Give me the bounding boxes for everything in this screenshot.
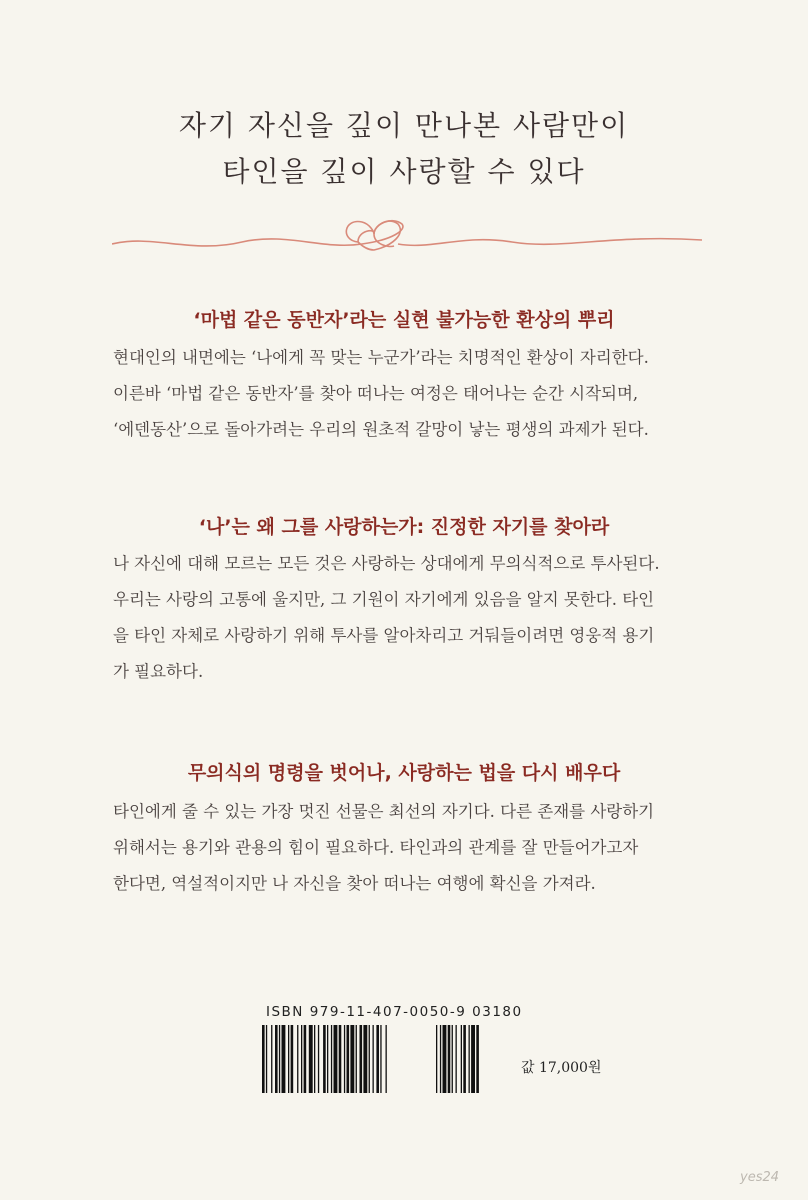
section-1-line: 이른바 ‘마법 같은 동반자’를 찾아 떠나는 여정은 태어나는 순간 시작되며, (113, 384, 639, 403)
section-3-paragraph (113, 794, 654, 902)
tagline-line-1: 자기 자신을 깊이 만나본 사람만이 (178, 109, 630, 142)
section-3-line: 한다면, 역설적이지만 나 자신을 찾아 떠나는 여행에 확신을 가져라. (113, 874, 596, 893)
section-3-line: 타인에게 줄 수 있는 가장 멋진 선물은 최선의 자기다. 다른 존재를 사랑하기 (113, 802, 655, 821)
section-2-line: 가 필요하다. (113, 662, 204, 681)
watermark-logo: yes24 (740, 1170, 780, 1185)
section-1-line: ‘에덴동산’으로 돌아가려는 우리의 원초적 갈망이 낳는 평생의 과제가 된다. (113, 420, 649, 439)
section-2-paragraph (113, 546, 660, 690)
section-1-heading: ‘마법 같은 동반자’라는 실현 불가능한 환상의 뿌리 (193, 309, 615, 331)
section-2-heading: ‘나’는 왜 그를 사랑하는가: 진정한 자기를 찾아라 (198, 516, 610, 538)
section-1-paragraph (113, 340, 649, 448)
section-3-heading: 무의식의 명령을 벗어나, 사랑하는 법을 다시 배우다 (187, 762, 621, 784)
section-3-line: 위해서는 용기와 관용의 힘이 필요하다. 타인과의 관계를 잘 만들어가고자 (113, 838, 639, 857)
section-2-line: 우리는 사랑의 고통에 울지만, 그 기원이 자기에게 있음을 알지 못한다. 타인 (113, 590, 655, 609)
price-text: 값 17,000원 (521, 1060, 602, 1076)
section-2-line: 나 자신에 대해 모르는 모든 것은 사랑하는 상대에게 무의식적으로 투사된다. (113, 554, 660, 573)
tagline-line-2: 타인을 깊이 사랑할 수 있다 (222, 155, 586, 188)
heart-swirl-ornament (112, 210, 702, 270)
isbn-text: ISBN 979-11-407-0050-9 03180 (266, 1004, 523, 1020)
section-1-line: 현대인의 내면에는 ‘나에게 꼭 맞는 누군가’라는 치명적인 환상이 자리한다. (113, 348, 649, 367)
barcode-image (262, 1025, 512, 1093)
section-2-line: 을 타인 자체로 사랑하기 위해 투사를 알아차리고 거둬들이려면 영웅적 용기 (113, 626, 655, 645)
